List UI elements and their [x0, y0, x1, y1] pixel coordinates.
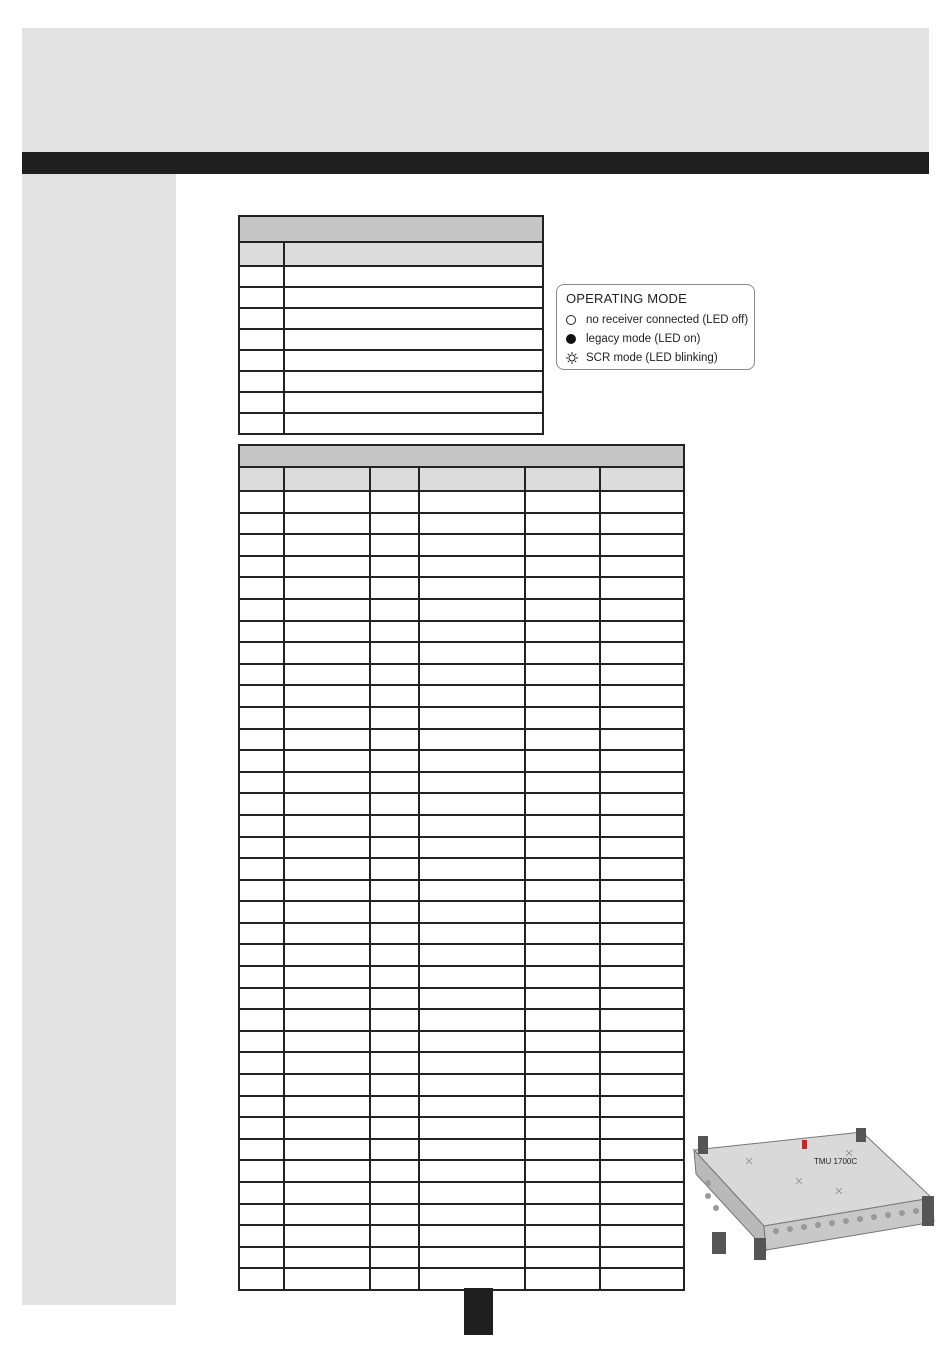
- table-row: [239, 664, 684, 686]
- table-row: [239, 1247, 684, 1269]
- table-row: [239, 1052, 684, 1074]
- legend-label: SCR mode (LED blinking): [586, 351, 718, 364]
- table-row: [239, 287, 543, 308]
- table-row: [239, 944, 684, 966]
- table-row: [239, 901, 684, 923]
- legend-label: no receiver connected (LED off): [586, 313, 749, 326]
- table-row: [239, 1096, 684, 1118]
- table-row: [239, 556, 684, 578]
- table-row: [239, 772, 684, 794]
- table-row: [239, 1268, 684, 1290]
- sidebar: [22, 174, 176, 1305]
- header-cell: [239, 242, 284, 266]
- table-row: [239, 1182, 684, 1204]
- table-title-cell: [239, 216, 543, 242]
- table-row: [239, 392, 543, 413]
- table-title-row: [239, 445, 684, 467]
- settings-table: [238, 215, 544, 435]
- table-row: [239, 577, 684, 599]
- table-row: [239, 1074, 684, 1096]
- table-row: [239, 707, 684, 729]
- legend-item-led-blinking: [566, 348, 754, 367]
- table-row: [239, 923, 684, 945]
- table-row: [239, 966, 684, 988]
- table-header-row: [239, 242, 543, 266]
- operating-mode-title: OPERATING MODE: [566, 291, 688, 306]
- led-off-icon: [566, 315, 586, 325]
- table-title-row: [239, 216, 543, 242]
- led-on-icon: [566, 334, 586, 344]
- header-cell: [284, 242, 543, 266]
- table-row: [239, 1204, 684, 1226]
- table-row: [239, 413, 543, 434]
- table-row: [239, 1139, 684, 1161]
- table-row: [239, 793, 684, 815]
- table-row: [239, 1031, 684, 1053]
- table-header-row: [239, 467, 684, 491]
- table-row: [239, 815, 684, 837]
- table-row: [239, 371, 543, 392]
- table-row: [239, 858, 684, 880]
- table-row: [239, 642, 684, 664]
- multiswitch-device-image: [686, 1128, 942, 1268]
- table-row: [239, 1117, 684, 1139]
- header-bar: [22, 152, 929, 174]
- legend-item-led-off: [566, 310, 754, 329]
- device-model-label: TMU 1700C: [814, 1157, 858, 1166]
- table-row: [239, 350, 543, 371]
- page-number-tab: [464, 1288, 493, 1335]
- table-row: [239, 1225, 684, 1247]
- table-row: [239, 621, 684, 643]
- table-row: [239, 599, 684, 621]
- table-row: [239, 491, 684, 513]
- table-row: [239, 308, 543, 329]
- table-row: [239, 1009, 684, 1031]
- table-row: [239, 1160, 684, 1182]
- table-row: [239, 513, 684, 535]
- legend-label: legacy mode (LED on): [586, 332, 701, 345]
- table-row: [239, 837, 684, 859]
- table-row: [239, 329, 543, 350]
- table-row: [239, 534, 684, 556]
- legend-item-led-on: [566, 329, 754, 348]
- table-row: [239, 266, 543, 287]
- table-row: [239, 880, 684, 902]
- header-band: [22, 28, 929, 152]
- channel-table: [238, 444, 685, 1291]
- led-blinking-icon: [566, 352, 586, 364]
- table-row: [239, 685, 684, 707]
- table-row: [239, 988, 684, 1010]
- table-row: [239, 729, 684, 751]
- table-row: [239, 750, 684, 772]
- operating-mode-legend: [556, 284, 755, 370]
